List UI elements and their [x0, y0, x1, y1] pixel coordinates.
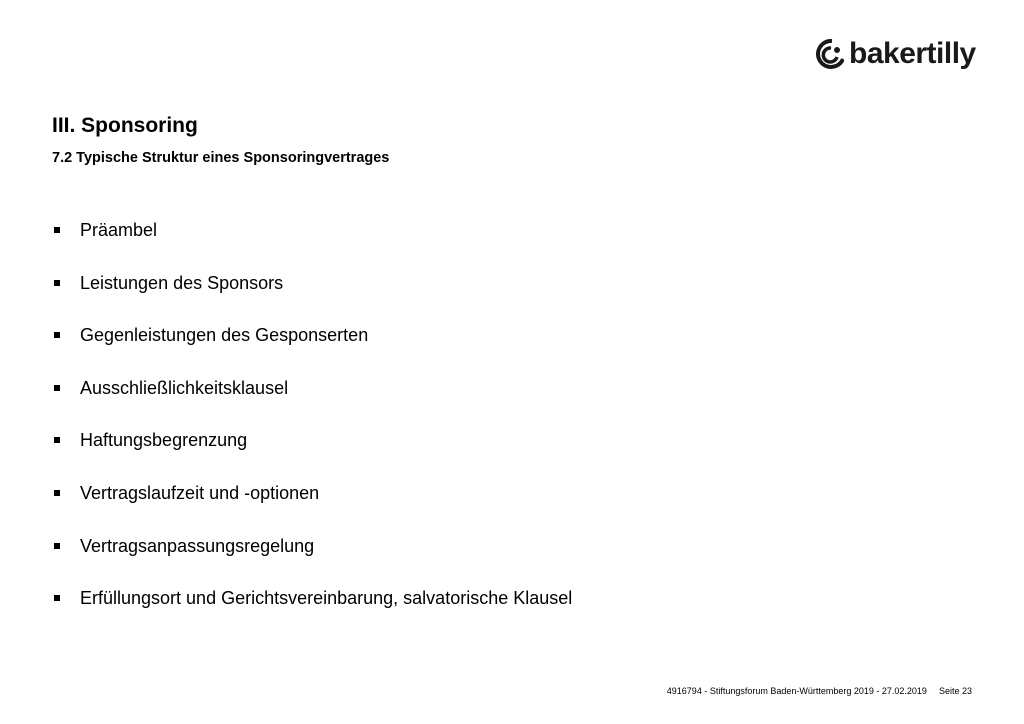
- page-title: III. Sponsoring: [52, 114, 198, 137]
- bullet-item: [52, 534, 572, 587]
- bullet-item: [52, 271, 572, 324]
- bullet-item: [52, 218, 572, 271]
- company-logo: [816, 32, 976, 76]
- bullet-list: [52, 218, 572, 639]
- bullet-text: Gegenleistungen des Gesponserten: [80, 325, 369, 346]
- square-bullet-icon: [54, 543, 60, 549]
- bullet-text: Vertragslaufzeit und -optionen: [80, 482, 320, 503]
- footer-info: 4916794 - Stiftungsforum Baden-Württemberg 2019 - 27.02.2019: [666, 686, 927, 696]
- page-subtitle: 7.2 Typische Struktur eines Sponsoringvertrages: [52, 150, 390, 166]
- square-bullet-icon: [54, 437, 60, 443]
- square-bullet-icon: [54, 490, 60, 496]
- bullet-item: [52, 323, 572, 376]
- bullet-item: [52, 376, 572, 429]
- bullet-text: Ausschließlichkeitsklausel: [80, 377, 289, 398]
- page-number: 23: [961, 686, 972, 696]
- square-bullet-icon: [54, 595, 60, 601]
- bullet-item: [52, 481, 572, 534]
- page-indicator: [939, 686, 972, 696]
- footer: [667, 686, 972, 696]
- square-bullet-icon: [54, 332, 60, 338]
- logo-wordmark: bakertilly: [849, 37, 976, 70]
- bullet-text: Präambel: [80, 220, 158, 240]
- bullet-text: Leistungen des Sponsors: [80, 272, 284, 293]
- square-bullet-icon: [54, 385, 60, 391]
- bullet-item: [52, 428, 572, 481]
- square-bullet-icon: [54, 227, 60, 233]
- square-bullet-icon: [54, 280, 60, 286]
- page-label: Seite: [938, 686, 960, 696]
- bullet-text: Erfüllungsort und Gerichtsvereinbarung, salvatorische Klausel: [80, 588, 573, 609]
- bullet-item: [52, 586, 572, 639]
- bullet-text: Vertragsanpassungsregelung: [80, 535, 315, 556]
- bullet-text: Haftungsbegrenzung: [80, 430, 248, 451]
- bakertilly-logo-icon: [816, 39, 844, 69]
